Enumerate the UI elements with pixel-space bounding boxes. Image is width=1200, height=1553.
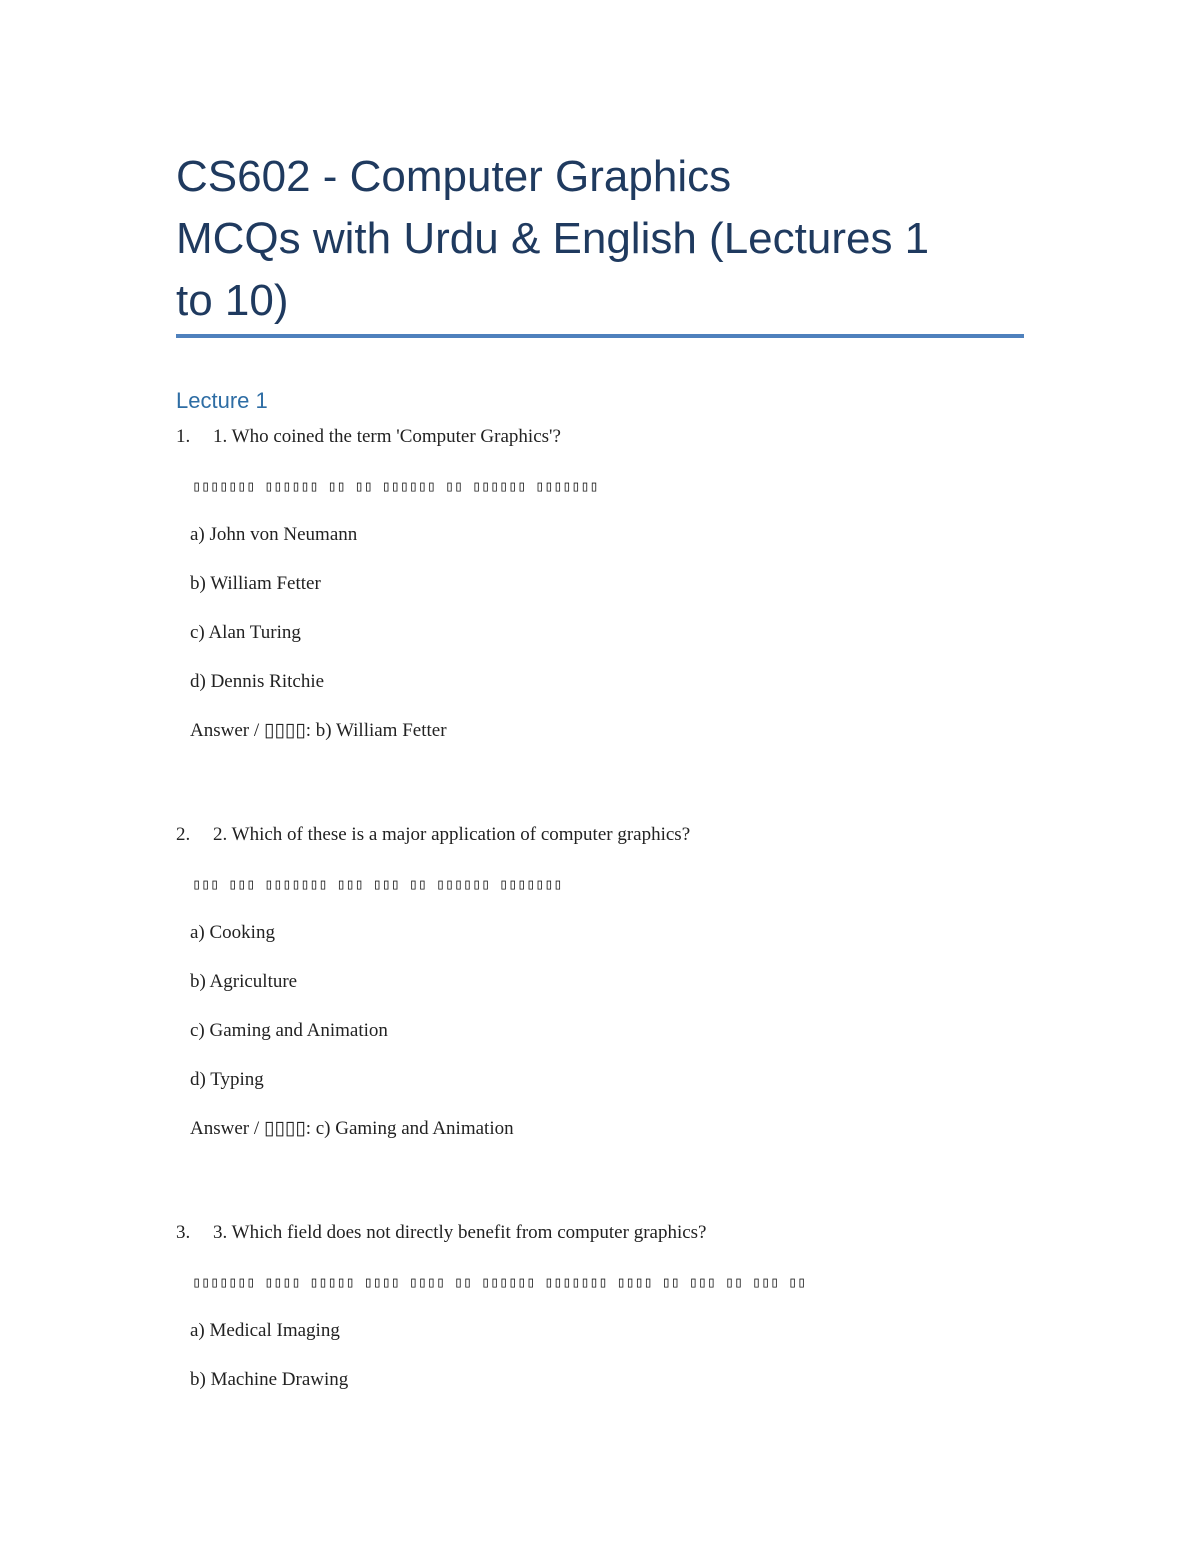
option-c: c) Alan Turing xyxy=(190,622,301,643)
question-line xyxy=(176,424,1076,450)
urdu-translation: ▯▯▯▯▯▯▯ ▯▯▯▯▯▯ ▯▯ ▯▯ ▯▯▯▯▯▯ ▯▯ ▯▯▯▯▯▯ ▯▯▯▯▯▯▯ xyxy=(192,477,599,495)
option-b: b) William Fetter xyxy=(190,573,321,594)
option-a: a) Cooking xyxy=(190,922,275,943)
option-a: a) John von Neumann xyxy=(190,524,358,545)
option-d: d) Typing xyxy=(190,1069,264,1090)
urdu-translation: ▯▯▯ ▯▯▯ ▯▯▯▯▯▯▯ ▯▯▯ ▯▯▯ ▯▯ ▯▯▯▯▯▯ ▯▯▯▯▯▯▯ xyxy=(192,875,563,893)
question-text: 2. Which of these is a major application of computer graphics? xyxy=(213,824,691,845)
title-line-2: MCQs with Urdu & English (Lectures 1 xyxy=(176,214,930,263)
title-divider xyxy=(176,334,1024,338)
option-d: d) Dennis Ritchie xyxy=(190,671,325,692)
urdu-translation: ▯▯▯▯▯▯▯ ▯▯▯▯ ▯▯▯▯▯ ▯▯▯▯ ▯▯▯▯ ▯▯ ▯▯▯▯▯▯ ▯▯▯▯▯▯▯ ▯▯▯▯ ▯▯ ▯▯▯ ▯▯ ▯▯▯ ▯▯ xyxy=(192,1273,807,1291)
question-1 xyxy=(176,424,1076,744)
option-c: c) Gaming and Animation xyxy=(190,1020,388,1041)
question-line xyxy=(176,1220,1076,1246)
question-number: 3. xyxy=(176,1222,191,1243)
question-line xyxy=(176,822,1076,848)
title-line-1: CS602 - Computer Graphics xyxy=(176,152,732,201)
title-line-3: to 10) xyxy=(176,276,289,325)
option-b: b) Agriculture xyxy=(190,971,298,992)
page-title xyxy=(176,146,1026,332)
question-text: 3. Which field does not directly benefit from computer graphics? xyxy=(213,1222,707,1243)
question-2 xyxy=(176,822,1076,1142)
option-a: a) Medical Imaging xyxy=(190,1320,340,1341)
answer: Answer / ▯▯▯▯: c) Gaming and Animation xyxy=(190,1118,514,1139)
question-number: 2. xyxy=(176,824,191,845)
question-3 xyxy=(176,1220,1076,1393)
answer: Answer / ▯▯▯▯: b) William Fetter xyxy=(190,720,447,741)
question-number: 1. xyxy=(176,426,191,447)
option-b: b) Machine Drawing xyxy=(190,1369,349,1390)
lecture-heading: Lecture 1 xyxy=(176,388,268,413)
question-text: 1. Who coined the term 'Computer Graphics'? xyxy=(213,426,561,447)
